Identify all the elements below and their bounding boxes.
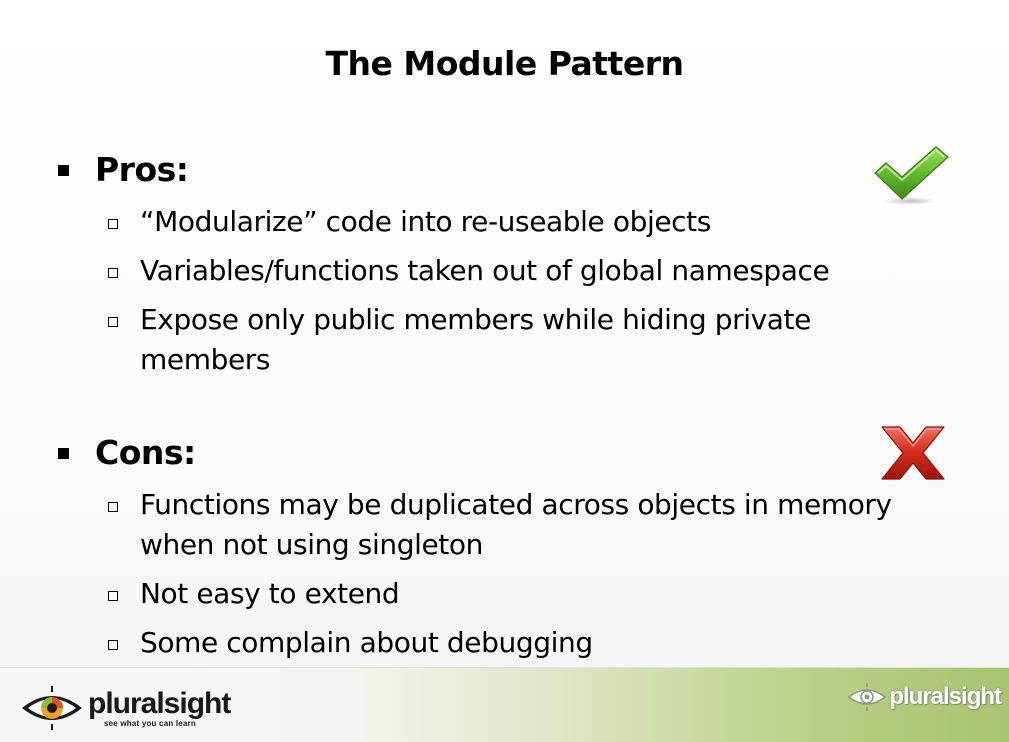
cons-list [108,485,928,672]
pros-list [108,202,928,389]
list-item-text-continued: members [140,343,271,376]
hollow-square-bullet-icon [108,268,118,278]
cons-heading [58,433,196,472]
list-item-text: Variables/functions taken out of global namespace [140,254,830,287]
pluralsight-logo-watermark [847,683,1001,711]
brand-name: pluralsight [88,686,231,720]
brand-name-watermark: pluralsight [889,683,1001,710]
square-bullet-icon [58,448,69,459]
hollow-square-bullet-icon [108,502,118,512]
pros-heading [58,150,188,189]
eye-logo-icon [20,686,84,730]
list-item [108,300,928,380]
list-item [108,202,928,242]
list-item-text: Functions may be duplicated across objects in memory [140,488,892,521]
pluralsight-logo [20,686,230,730]
hollow-square-bullet-icon [108,219,118,229]
list-item-text-continued: when not using singleton [140,528,483,561]
hollow-square-bullet-icon [108,317,118,327]
list-item [108,623,928,663]
pros-heading-text: Pros: [95,150,189,189]
cons-heading-text: Cons: [95,433,196,472]
x-mark-icon [878,423,948,483]
list-item [108,251,928,291]
hollow-square-bullet-icon [108,640,118,650]
list-item [108,485,928,565]
square-bullet-icon [58,165,69,176]
check-mark-icon [872,143,952,207]
hollow-square-bullet-icon [108,591,118,601]
list-item-text: Some complain about debugging [140,626,593,659]
list-item-text: Expose only public members while hiding private [140,303,811,336]
list-item-text: Not easy to extend [140,577,400,610]
list-item-text: “Modularize” code into re-useable objects [140,205,711,238]
brand-tagline: see what you can learn [104,718,196,728]
eye-logo-watermark-icon [847,683,887,711]
list-item [108,574,928,614]
slide-title: The Module Pattern [325,44,684,83]
